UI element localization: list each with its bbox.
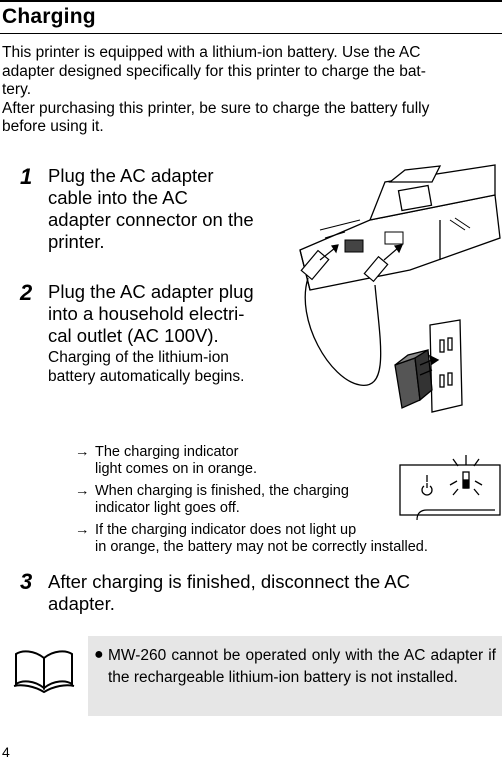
step-line: printer. (48, 231, 105, 252)
intro-paragraph (2, 44, 498, 137)
intro-line: before using it. (2, 118, 104, 136)
step-2-number: 2 (20, 280, 33, 305)
charging-indicator-illustration (395, 445, 502, 525)
note-line: light comes on in orange. (95, 461, 258, 477)
arrow-icon: → (75, 522, 90, 538)
arrow-icon: → (75, 444, 90, 460)
tip-text: MW-260 cannot be operated only with the AC adapter if the rechargeable lithium-ion battery is not installed. (108, 647, 496, 686)
step-line: cable into the AC (48, 187, 188, 208)
arrow-icon: → (75, 483, 90, 499)
step-line: adapter. (48, 593, 115, 614)
step-line: After charging is finished, disconnect the AC (48, 571, 410, 592)
intro-line: This printer is equipped with a lithium-ion battery. Use the AC (2, 44, 421, 61)
note-item (75, 483, 395, 517)
note-line: in orange, the battery may not be correctly installed. (95, 539, 428, 555)
step-line: adapter connector on the (48, 209, 254, 230)
step-line: into a household electri- (48, 303, 245, 324)
wall-outlet-icon (430, 320, 462, 412)
panel-outline (400, 465, 500, 515)
step-3-text (48, 571, 410, 615)
note-line: When charging is finished, the charging (95, 483, 349, 499)
adapter-cable (305, 278, 380, 385)
note-item (75, 522, 495, 556)
note-line: indicator light goes off. (95, 500, 240, 516)
step-line: Plug the AC adapter (48, 165, 214, 186)
step-sub-line: battery automatically begins. (48, 367, 245, 385)
printer-charging-illustration (290, 160, 502, 425)
title-rule-bottom (0, 33, 502, 34)
note-line: If the charging indicator does not light up (95, 522, 357, 538)
intro-line: adapter designed specifically for this printer to charge the bat- (2, 62, 426, 80)
step-1-number: 1 (20, 164, 33, 189)
open-book-icon (12, 648, 76, 694)
step-3-number: 3 (20, 569, 33, 594)
bullet-icon: ● (94, 646, 104, 663)
note-item (75, 444, 365, 478)
step-2-text (48, 281, 254, 347)
step-line: Plug the AC adapter plug (48, 281, 254, 302)
step-2-subtext (48, 349, 244, 386)
step-1-text (48, 165, 254, 253)
page-number: 4 (2, 744, 10, 760)
intro-line: After purchasing this printer, be sure to charge the battery fully (2, 99, 430, 117)
step-line: cal outlet (AC 100V). (48, 325, 219, 346)
intro-line: tery. (2, 81, 31, 99)
step-sub-line: Charging of the lithium-ion (48, 349, 229, 366)
note-line: The charging indicator (95, 444, 239, 460)
title-rule-top (0, 0, 502, 2)
page-title: Charging (2, 5, 96, 28)
